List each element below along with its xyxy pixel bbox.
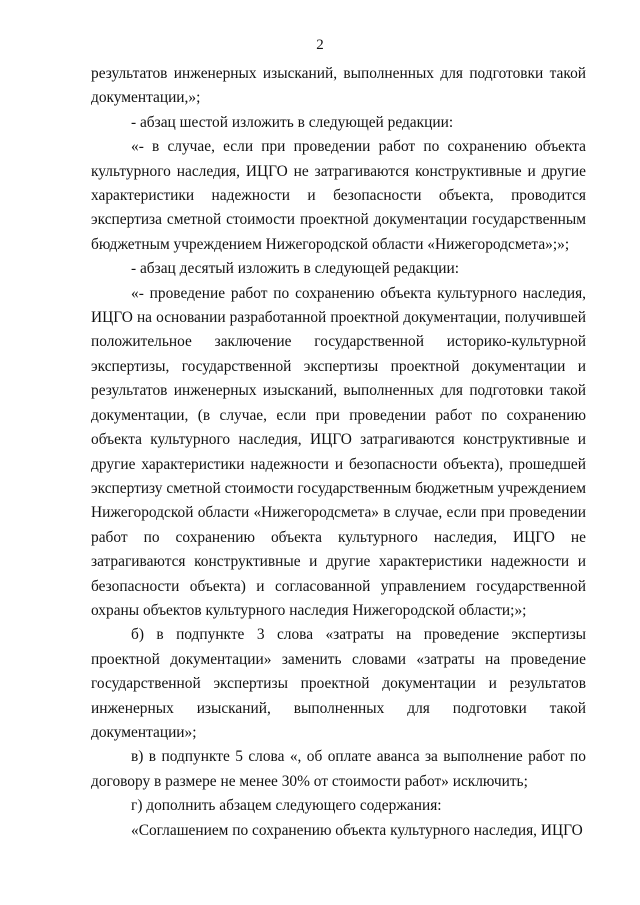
paragraph-abzac-shestoy: - абзац шестой изложить в следующей редакции: xyxy=(131,113,454,131)
paragraph-item-v: в) в подпункте 5 слова «, об оплате аванса за выполнение работ по договору в размере не менее 30% от стоимости работ» исключить; xyxy=(91,748,586,790)
page-number: 2 xyxy=(316,37,324,53)
document-body xyxy=(91,62,586,843)
paragraph-abzac-desyatyy: - абзац десятый изложить в следующей редакции: xyxy=(131,260,459,278)
paragraph-abzac-desyatyy-text: «- проведение работ по сохранению объекта культурного наследия, ИЦГО на основании разработанной проектной документации, получившей положительное заключение государственной историко-культурной экспертизы, государственной экспертизы проектной документации и результатов инженерных изысканий, выполненных для подготовки такой документации, (в случае, если при проведении работ по сохранению объекта культурного наследия, ИЦГО затрагиваются конструктивные и другие характеристики надежности и безопасности объекта), прошедшей экспертизу сметной стоимости государственным бюджетным учреждением Нижегородской области «Нижегородсмета» в случае, если при проведении работ по сохранению объекта культурного наследия, ИЦГО не затрагиваются конструктивные и другие характеристики надежности и безопасности объекта) и согласованной управлением государственной охраны объектов культурного наследия Нижегородской области;»; xyxy=(91,284,586,619)
paragraph-continuation: результатов инженерных изысканий, выполненных для подготовки такой документации,»; xyxy=(91,65,586,107)
paragraph-item-g: г) дополнить абзацем следующего содержания: xyxy=(131,797,442,815)
paragraph-new-abzac: «Соглашением по сохранению объекта культурного наследия, ИЦГО xyxy=(131,821,583,839)
paragraph-item-b: б) в подпункте 3 слова «затраты на проведение экспертизы проектной документации» заменить словами «затраты на проведение государственной экспертизы проектной документации и результатов инженерных изысканий, выполненных для подготовки такой документации»; xyxy=(91,626,586,741)
paragraph-abzac-shestoy-text: «- в случае, если при проведении работ по сохранению объекта культурного наследия, ИЦГО не затрагиваются конструктивные и другие характеристики надежности и безопасности объекта, проводится экспертиза сметной стоимости проектной документации государственным бюджетным учреждением Нижегородской области «Нижегородсмета»;»; xyxy=(91,138,586,253)
